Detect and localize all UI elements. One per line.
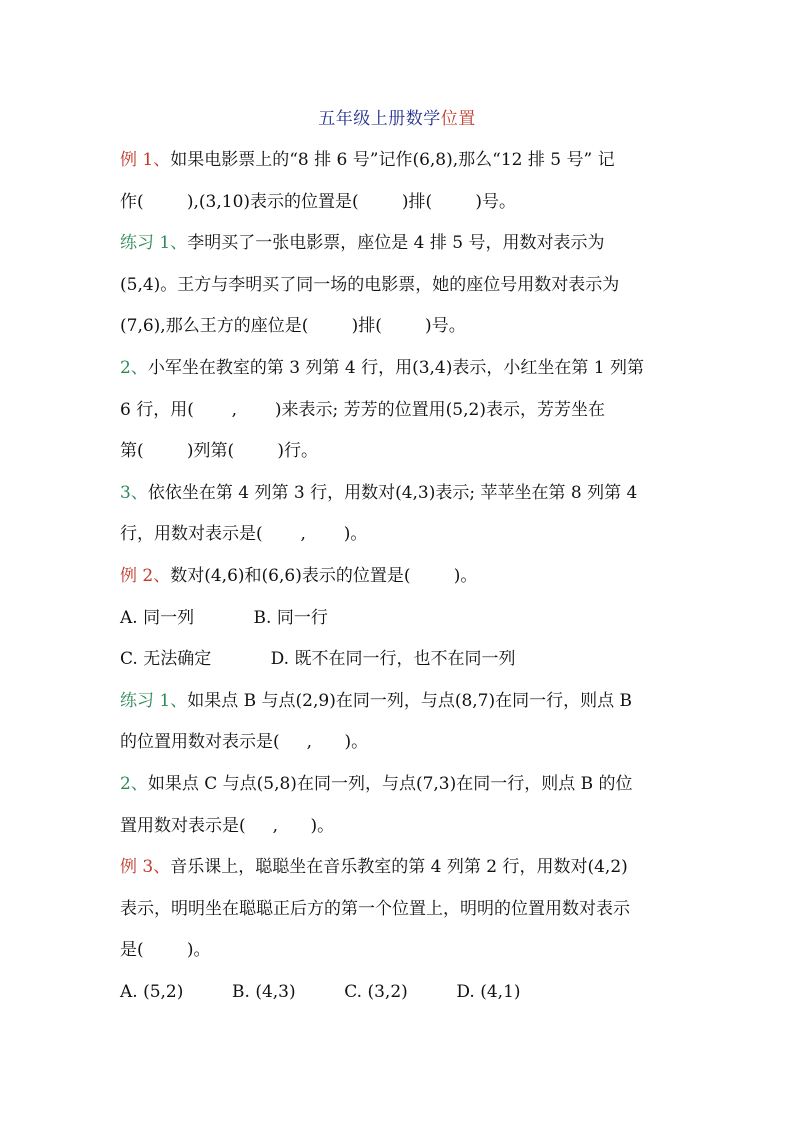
- text-line: [120, 930, 680, 972]
- text-line: [120, 390, 680, 432]
- line-text: 如果点 C 与点(5,8)在同一列，与点(7,3)在同一行，则点 B 的位: [147, 773, 633, 794]
- line-text: 小军坐在教室的第 3 列第 4 行，用(3,4)表示，小红坐在第 1 列第: [147, 357, 644, 378]
- line-text: 李明买了一张电影票，座位是 4 排 5 号，用数对表示为: [187, 233, 605, 254]
- text-line: [120, 889, 680, 931]
- line-text: 是( )。: [120, 940, 211, 961]
- example-label: 例 3、: [120, 857, 171, 878]
- line-text: 音乐课上，聪聪坐在音乐教室的第 4 列第 2 行，用数对(4,2): [170, 857, 628, 878]
- example-label: 例 2、: [120, 565, 171, 586]
- practice-label: 2、: [120, 357, 148, 378]
- text-line: [120, 722, 680, 764]
- line-text: 依依坐在第 4 列第 3 行，用数对(4,3)表示; 苹苹坐在第 8 列第 4: [147, 482, 638, 503]
- title-main: 五年级上册数学: [318, 109, 441, 129]
- text-line: [120, 681, 680, 723]
- practice-label: 2、: [120, 773, 148, 794]
- line-text: 作( ),(3,10)表示的位置是( )排( )号。: [120, 191, 517, 212]
- text-line: [120, 265, 680, 307]
- line-text: (5,4)。王方与李明买了同一场的电影票，她的座位号用数对表示为: [120, 274, 620, 295]
- practice-label: 3、: [120, 482, 148, 503]
- line-text: 如果电影票上的“8 排 6 号”记作(6,8),那么“12 排 5 号” 记: [170, 150, 615, 170]
- text-line: [120, 847, 680, 889]
- text-line: [120, 764, 680, 806]
- worksheet-body: [120, 140, 680, 1013]
- line-text: (7,6),那么王方的座位是( )排( )号。: [120, 316, 466, 337]
- line-text: 第( )列第( )行。: [120, 441, 318, 462]
- line-text: 置用数对表示是( , )。: [120, 815, 335, 836]
- text-line: [120, 182, 680, 224]
- text-line: [120, 223, 680, 265]
- text-line: [120, 514, 680, 556]
- text-line: [120, 431, 680, 473]
- practice-label: 练习 1、: [120, 690, 188, 711]
- line-text: 的位置用数对表示是( , )。: [120, 732, 369, 753]
- text-line: [120, 806, 680, 848]
- line-text: 数对(4,6)和(6,6)表示的位置是( )。: [170, 565, 478, 586]
- title-accent: 位置: [440, 109, 476, 129]
- line-text: A. (5,2) B. (4,3) C. (3,2) D. (4,1): [120, 981, 521, 1002]
- text-line: [120, 306, 680, 348]
- practice-label: 练习 1、: [120, 233, 188, 254]
- line-text: 6 行，用( , )来表示; 芳芳的位置用(5,2)表示，芳芳坐在: [120, 399, 605, 420]
- choice-line: [120, 972, 680, 1014]
- text-line: [120, 556, 680, 598]
- line-text: 行，用数对表示是( , )。: [120, 524, 368, 545]
- text-line: [120, 473, 680, 515]
- text-line: [120, 348, 680, 390]
- choice-line: [120, 598, 680, 640]
- line-text: A. 同一列 B. 同一行: [120, 607, 328, 628]
- choice-line: [120, 639, 680, 681]
- line-text: 表示，明明坐在聪聪正后方的第一个位置上，明明的位置用数对表示: [120, 898, 630, 919]
- page-title: [0, 104, 794, 129]
- text-line: [120, 140, 680, 182]
- line-text: 如果点 B 与点(2,9)在同一列，与点(8,7)在同一行，则点 B: [187, 690, 633, 711]
- example-label: 例 1、: [120, 150, 171, 170]
- line-text: C. 无法确定 D. 既不在同一行，也不在同一列: [120, 649, 516, 670]
